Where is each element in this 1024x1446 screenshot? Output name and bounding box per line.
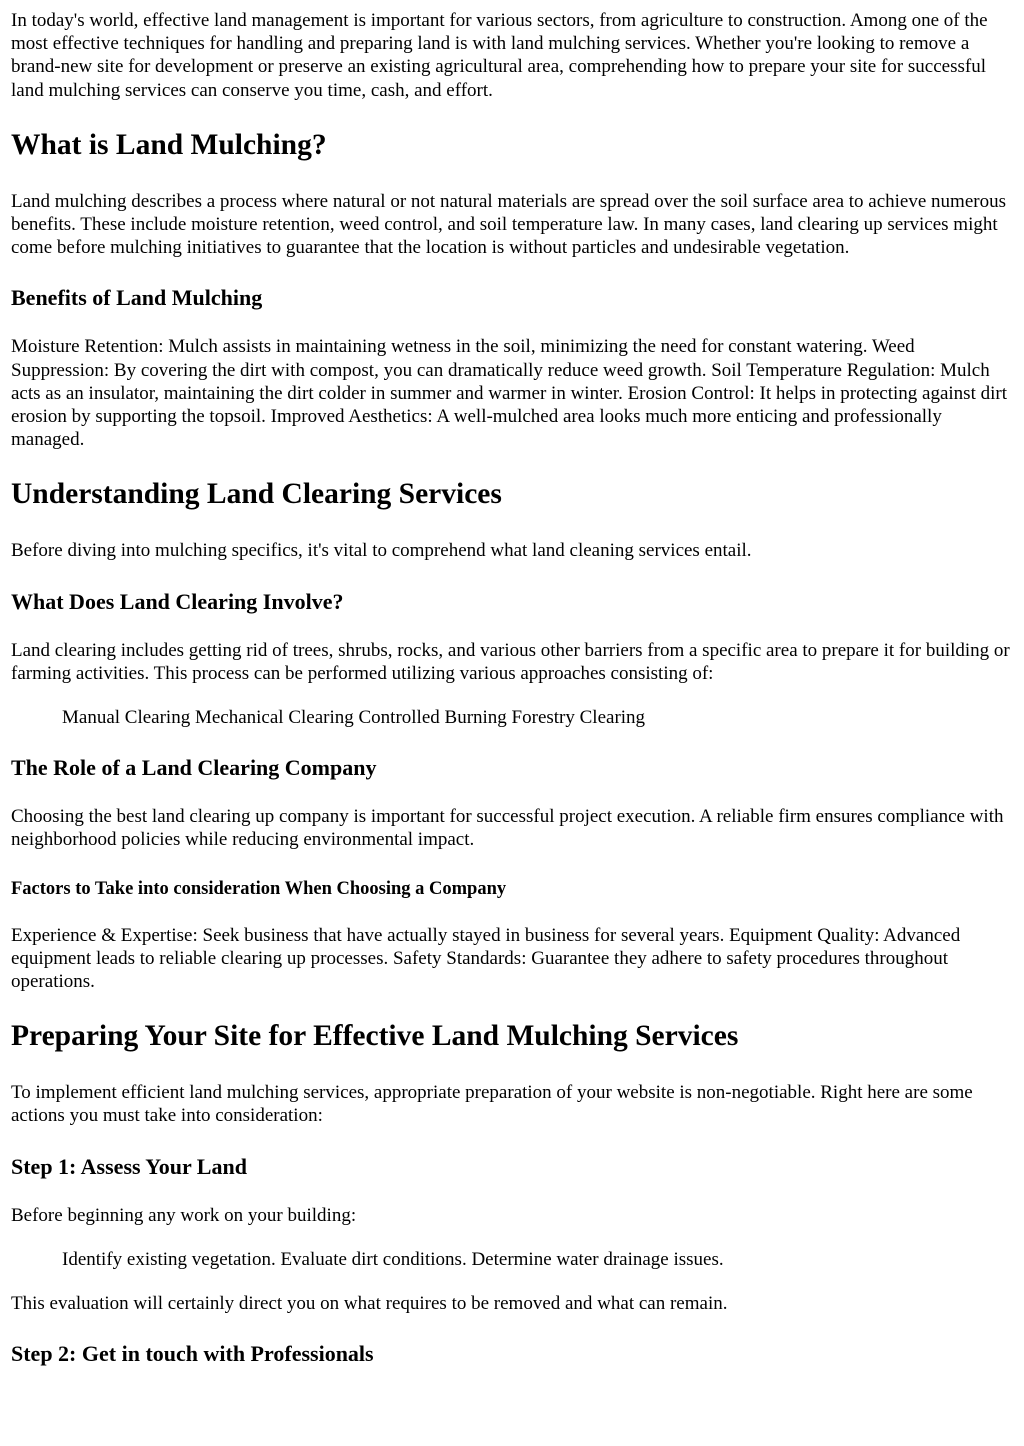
paragraph-land-clearing-involves: Land clearing includes getting rid of trees, shrubs, rocks, and various other barriers from a specific area to prepare it for building or farming activities. This process can be performed utilizing various approaches consisting of: bbox=[11, 639, 1010, 684]
paragraph-benefits: Moisture Retention: Mulch assists in maintaining wetness in the soil, minimizing the need for constant watering. Weed Suppression: By covering the dirt with compost, you can dramatically reduce weed growth. Soil Temperature Regulation: Mulch acts as an insulator, maintaining the dirt colder in summer and warmer in winter. Erosion Control: It helps in protecting against dirt erosion by supporting the topsoil. Improved Aesthetics: A well-mulched area looks much more enticing and professionally managed. bbox=[11, 336, 1007, 451]
heading-preparing-your-site: Preparing Your Site for Effective Land Mulching Services bbox=[11, 1020, 739, 1053]
heading-role-of-land-clearing-company: The Role of a Land Clearing Company bbox=[11, 755, 377, 781]
list-clearing-approaches: Manual Clearing Mechanical Clearing Controlled Burning Forestry Clearing bbox=[62, 707, 646, 729]
heading-step-2-professionals: Step 2: Get in touch with Professionals bbox=[11, 1341, 374, 1367]
paragraph-step-1: Before beginning any work on your building: bbox=[11, 1204, 357, 1226]
heading-step-1-assess: Step 1: Assess Your Land bbox=[11, 1153, 247, 1179]
heading-understanding-land-clearing: Understanding Land Clearing Services bbox=[11, 478, 502, 511]
heading-factors-choosing-company: Factors to Take into consideration When Choosing a Company bbox=[11, 878, 507, 899]
heading-what-does-land-clearing-involve: What Does Land Clearing Involve? bbox=[11, 588, 344, 614]
paragraph-choosing-company: Choosing the best land clearing up company is important for successful project execution. A reliable firm ensures compliance with neighborhood policies while reducing environmental impact. bbox=[11, 806, 1004, 851]
heading-what-is-land-mulching: What is Land Mulching? bbox=[11, 128, 327, 161]
paragraph-land-clearing-intro: Before diving into mulching specifics, it's vital to comprehend what land cleaning services entail. bbox=[11, 540, 752, 562]
paragraph-preparing-intro: To implement efficient land mulching services, appropriate preparation of your website is non-negotiable. Right here are some actions you must take into consideration: bbox=[11, 1082, 973, 1127]
list-step-1-actions: Identify existing vegetation. Evaluate dirt conditions. Determine water drainage issues. bbox=[62, 1248, 724, 1270]
paragraph-step-1-evaluation: This evaluation will certainly direct you on what requires to be removed and what can remain. bbox=[11, 1293, 728, 1315]
intro-paragraph: In today's world, effective land management is important for various sectors, from agriculture to construction. Among one of the most effective techniques for handling and preparing land is with land mulching services. Whether you're looking to remove a brand-new site for development or preserve an existing agricultural area, comprehending how to prepare your site for successful land mulching services can conserve you time, cash, and effort. bbox=[11, 10, 988, 101]
heading-benefits-of-land-mulching: Benefits of Land Mulching bbox=[11, 285, 263, 311]
paragraph-land-mulching-definition: Land mulching describes a process where natural or not natural materials are spread over the soil surface area to achieve numerous benefits. These include moisture retention, weed control, and soil temperature law. In many cases, land clearing up services might come before mulching initiatives to guarantee that the location is without particles and undesirable vegetation. bbox=[11, 190, 1006, 259]
paragraph-factors: Experience & Expertise: Seek business that have actually stayed in business for several years. Equipment Quality: Advanced equipment leads to reliable clearing up processes. Safety Standards: Guarantee they adhere to safety procedures throughout operations. bbox=[11, 924, 961, 993]
